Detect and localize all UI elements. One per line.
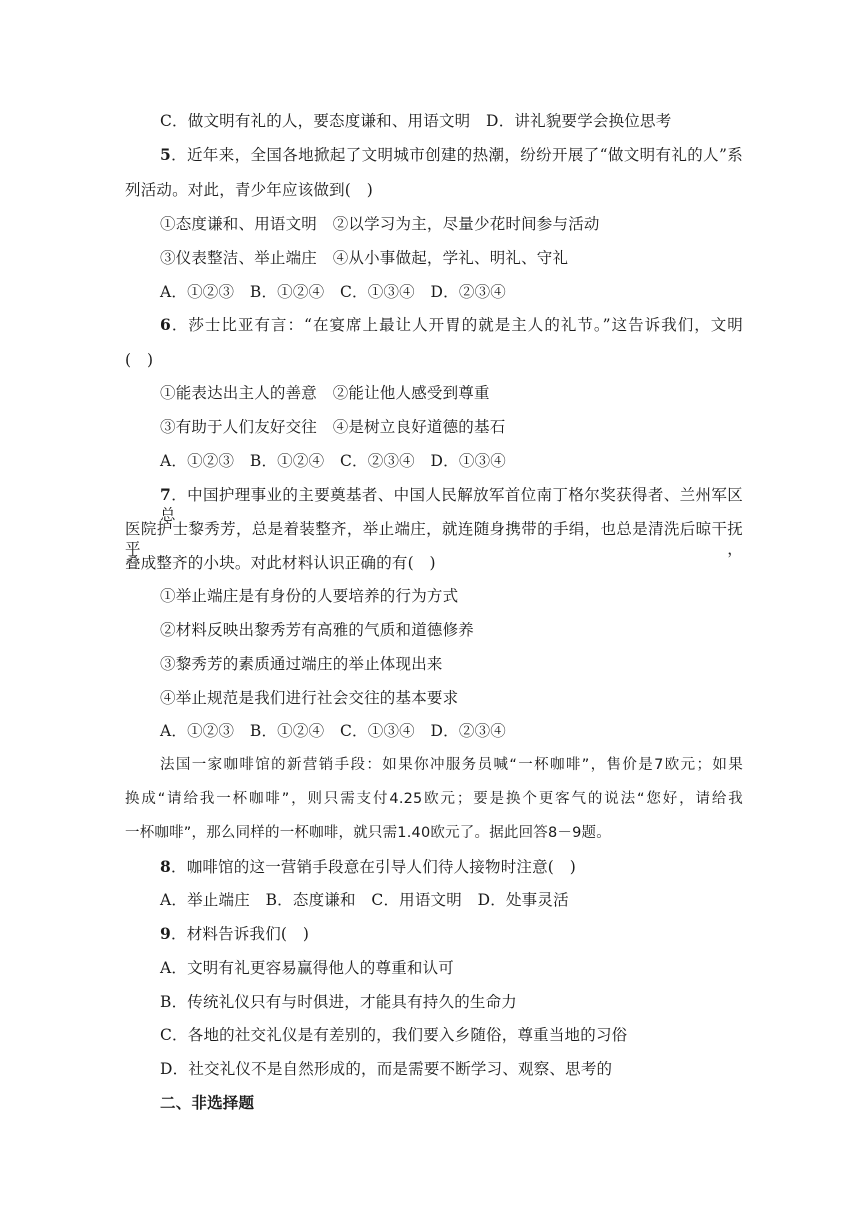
- q7-item-1: ①举止端庄是有身份的人要培养的行为方式: [160, 587, 459, 605]
- q9-option-b: B．传统礼仪只有与时俱进，才能具有持久的生命力: [160, 993, 517, 1011]
- question-number: 6: [160, 315, 171, 334]
- q5-stem-line1: 5．近年来，全国各地掀起了文明城市创建的热潮，纷纷开展了“做文明有礼的人”系: [160, 145, 743, 164]
- q5-stem-line2: 列活动。对此，青少年应该做到( ): [125, 181, 373, 199]
- q7-item-2: ②材料反映出黎秀芳有高雅的气质和道德修养: [160, 621, 475, 639]
- q6-options: A．①②③ B．①②④ C．②③④ D．①③④: [160, 452, 506, 470]
- q9-option-d: D．社交礼仪不是自然形成的，而是需要不断学习、观察、思考的: [160, 1060, 613, 1078]
- q8-options: A．举止端庄 B．态度谦和 C．用语文明 D．处事灵活: [160, 891, 569, 909]
- q9-stem: 9．材料告诉我们( ): [160, 924, 310, 943]
- q9-option-a: A．文明有礼更容易赢得他人的尊重和认可: [160, 959, 454, 977]
- question-number: 8: [160, 857, 171, 876]
- q7-stem-line1: 7．中国护理事业的主要奠基者、中国人民解放军首位南丁格尔奖获得者、兰州军区总: [160, 485, 743, 524]
- question-number: 9: [160, 924, 171, 943]
- q6-item-34: ③有助于人们友好交往 ④是树立良好道德的基石: [160, 418, 506, 436]
- q9-option-c: C．各地的社交礼仪是有差别的，我们要入乡随俗，尊重当地的习俗: [160, 1026, 628, 1044]
- q7-item-4: ④举止规范是我们进行社会交往的基本要求: [160, 689, 459, 707]
- q8-stem: 8．咖啡馆的这一营销手段意在引导人们待人接物时注意( ): [160, 857, 576, 876]
- material-line1: 法国一家咖啡馆的新营销手段：如果你冲服务员喊“一杯咖啡”，售价是7欧元；如果: [160, 757, 743, 773]
- q5-item-12: ①态度谦和、用语文明 ②以学习为主，尽量少花时间参与活动: [160, 215, 600, 233]
- material-line3: 一杯咖啡”，那么同样的一杯咖啡，就只需1.40欧元了。据此回答8－9题。: [125, 825, 611, 841]
- q7-stem-line2: 医院护士黎秀芳，总是着装整齐，举止端庄，就连随身携带的手绢，也总是清洗后晾干抚平，: [125, 520, 743, 558]
- q7-options: A．①②③ B．①②④ C．①③④ D．②③④: [160, 722, 506, 740]
- question-number: 7: [160, 485, 171, 504]
- q6-item-12: ①能表达出主人的善意 ②能让他人感受到尊重: [160, 384, 490, 402]
- section-heading: 二、非选择题: [160, 1093, 255, 1112]
- q7-stem-line3: 叠成整齐的小块。对此材料认识正确的有( ): [125, 554, 436, 572]
- q6-stem-line2: ( ): [125, 351, 154, 369]
- q5-item-34: ③仪表整洁、举止端庄 ④从小事做起，学礼、明礼、守礼: [160, 249, 569, 267]
- q7-item-3: ③黎秀芳的素质通过端庄的举止体现出来: [160, 655, 443, 673]
- question-number: 5: [160, 145, 171, 164]
- q5-options: A．①②③ B．①②④ C．①③④ D．②③④: [160, 283, 506, 301]
- material-line2: 换成“请给我一杯咖啡”，则只需支付4.25欧元；要是换个更客气的说法“您好，请给我: [125, 791, 743, 807]
- q4-option-cd: C．做文明有礼的人，要态度谦和、用语文明 D．讲礼貌要学会换位思考: [160, 112, 672, 130]
- q6-stem-line1: 6．莎士比亚有言：“在宴席上最让人开胃的就是主人的礼节。”这告诉我们，文明: [160, 315, 743, 334]
